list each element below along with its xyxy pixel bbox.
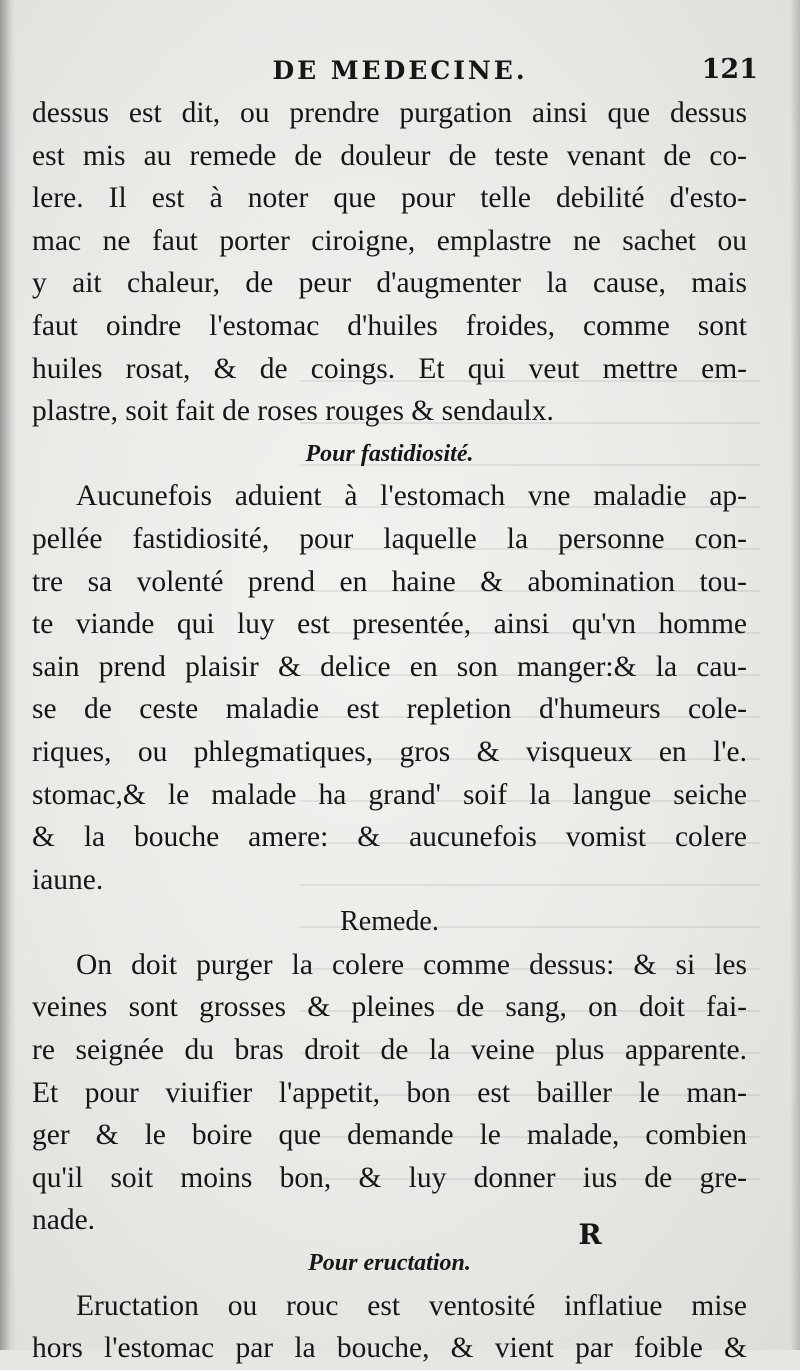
text-line: sain prend plaisir & delice en son manger:& la cau-: [32, 650, 747, 683]
text-line: se de ceste maladie est repletion d'humeurs cole-: [32, 693, 747, 726]
text-line: ger & le boire que demande le malade, combien: [32, 1119, 747, 1152]
text-line: re seignée du bras droit de la veine plus apparente.: [32, 1034, 747, 1067]
page-gutter-shadow: [0, 0, 16, 1350]
main-text: [32, 92, 747, 1370]
text-line: On doit purger la colere comme dessus: & si les: [76, 948, 747, 981]
text-line: tre sa volenté prend en haine & abomination tou-: [32, 565, 747, 598]
text-line: y ait chaleur, de peur d'augmenter la cause, mais: [32, 267, 747, 300]
text-line: hors l'estomac par la bouche, & vient par foible &: [32, 1332, 747, 1365]
text-line: mac ne faut porter ciroigne, emplastre ne sachet ou: [32, 224, 747, 257]
section-heading: Pour eructation.: [308, 1250, 471, 1277]
text-line: huiles rosat, & de coings. Et qui veut mettre em-: [32, 352, 747, 385]
running-head: DE MEDECINE.: [272, 56, 528, 85]
text-line: stomac,& le malade ha grand' soif la langue seiche: [32, 778, 747, 811]
page-number: 121: [701, 54, 758, 85]
text-line: pellée fastidiosité, pour laquelle la personne con-: [32, 522, 747, 555]
text-line: faut oindre l'estomac d'huiles froides, comme sont: [32, 309, 747, 342]
text-line: est mis au remede de douleur de teste venant de co-: [32, 139, 747, 172]
text-line: qu'il soit moins bon, & luy donner ius de gre-: [32, 1161, 747, 1194]
section-heading: Pour fastidiosité.: [305, 440, 474, 467]
text-line: veines sont grosses & pleines de sang, on doit fai-: [32, 991, 747, 1024]
text-line: te viande qui luy est presentée, ainsi qu'vn homme: [32, 608, 747, 641]
text-line: Et pour viuifier l'appetit, bon est bailler le man-: [32, 1076, 747, 1109]
text-line: Eructation ou rouc est ventosité inflatiue mise: [76, 1289, 747, 1322]
text-line: iaune.: [32, 863, 104, 896]
text-line: lere. Il est à noter que pour telle debilité d'esto-: [32, 182, 747, 215]
text-line: Aucunefois aduient à l'estomach vne maladie ap-: [76, 480, 747, 513]
text-line: plastre, soit fait de roses rouges & sendaulx.: [32, 395, 554, 428]
signature-mark: R: [578, 1218, 602, 1251]
text-line: riques, ou phlegmatiques, gros & visqueux en l'e.: [32, 735, 747, 768]
text-line: nade.: [32, 1204, 96, 1237]
text-line: & la bouche amere: & aucunefois vomist colere: [32, 821, 747, 854]
page-edge-shadow: [790, 0, 800, 1350]
text-line: dessus est dit, ou prendre purgation ainsi que dessus: [32, 97, 747, 129]
section-heading: Remede.: [340, 906, 439, 938]
